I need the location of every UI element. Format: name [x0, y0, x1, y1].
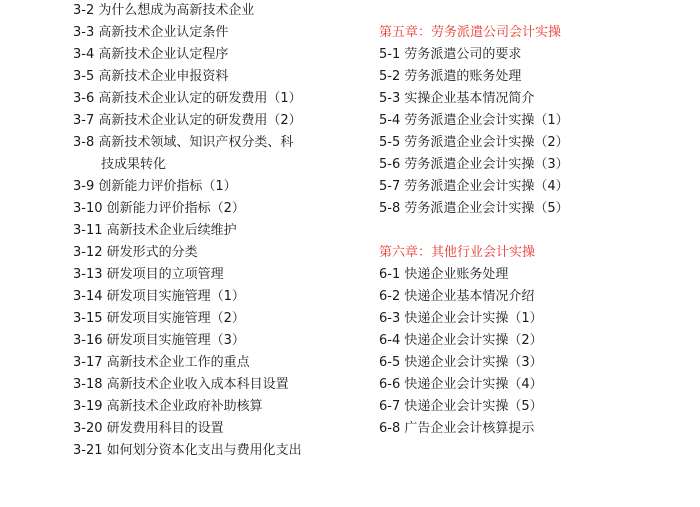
lesson-item: 3-6 高新技术企业认定的研发费用（1） — [73, 91, 302, 106]
lesson-item-continuation: 技成果转化 — [101, 157, 167, 172]
lesson-item: 6-2 快递企业基本情况介绍 — [379, 289, 535, 304]
lesson-item: 3-15 研发项目实施管理（2） — [73, 311, 245, 326]
lesson-item: 3-18 高新技术企业收入成本科目设置 — [73, 377, 289, 392]
lesson-item: 3-19 高新技术企业政府补助核算 — [73, 399, 263, 414]
lesson-item: 3-20 研发费用科目的设置 — [73, 421, 224, 436]
lesson-item: 5-8 劳务派遣企业会计实操（5） — [379, 201, 569, 216]
lesson-item: 3-13 研发项目的立项管理 — [73, 267, 224, 282]
lesson-item: 6-8 广告企业会计核算提示 — [379, 421, 535, 436]
lesson-item: 5-1 劳务派遣公司的要求 — [379, 47, 522, 62]
lesson-item: 5-7 劳务派遣企业会计实操（4） — [379, 179, 569, 194]
lesson-item: 5-5 劳务派遣企业会计实操（2） — [379, 135, 569, 150]
lesson-item: 5-3 实操企业基本情况简介 — [379, 91, 535, 106]
lesson-item: 3-9 创新能力评价指标（1） — [73, 179, 237, 194]
lesson-item: 3-14 研发项目实施管理（1） — [73, 289, 245, 304]
section-spacer — [379, 220, 679, 242]
lesson-item: 3-12 研发形式的分类 — [73, 245, 198, 260]
chapter5-6-lesson-list — [379, 0, 679, 440]
chapter-heading: 第六章：其他行业会计实操 — [379, 245, 536, 260]
lesson-item: 6-4 快递企业会计实操（2） — [379, 333, 543, 348]
lesson-item: 6-7 快递企业会计实操（5） — [379, 399, 543, 414]
chapter-heading: 第五章：劳务派遣公司会计实操 — [379, 25, 562, 40]
lesson-item: 3-21 如何划分资本化支出与费用化支出 — [73, 443, 302, 458]
lesson-item: 3-11 高新技术企业后续维护 — [73, 223, 237, 238]
lesson-item: 6-3 快递企业会计实操（1） — [379, 311, 543, 326]
lesson-item: 3-3 高新技术企业认定条件 — [73, 25, 229, 40]
lesson-item: 3-17 高新技术企业工作的重点 — [73, 355, 250, 370]
lesson-item: 5-4 劳务派遣企业会计实操（1） — [379, 113, 569, 128]
lesson-item: 3-16 研发项目实施管理（3） — [73, 333, 245, 348]
lesson-item: 5-2 劳务派遣的账务处理 — [379, 69, 522, 84]
lesson-item: 6-6 快递企业会计实操（4） — [379, 377, 543, 392]
lesson-item: 5-6 劳务派遣企业会计实操（3） — [379, 157, 569, 172]
lesson-item: 3-7 高新技术企业认定的研发费用（2） — [73, 113, 302, 128]
lesson-item: 3-10 创新能力评价指标（2） — [73, 201, 245, 216]
lesson-item: 6-5 快递企业会计实操（3） — [379, 355, 543, 370]
lesson-item: 3-2 为什么想成为高新技术企业 — [73, 3, 255, 18]
lesson-item: 3-8 高新技术领域、知识产权分类、科 — [73, 135, 294, 150]
chapter3-lesson-list — [73, 0, 338, 462]
lesson-item: 3-4 高新技术企业认定程序 — [73, 47, 229, 62]
lesson-item: 6-1 快递企业账务处理 — [379, 267, 509, 282]
lesson-item: 3-5 高新技术企业申报资料 — [73, 69, 229, 84]
